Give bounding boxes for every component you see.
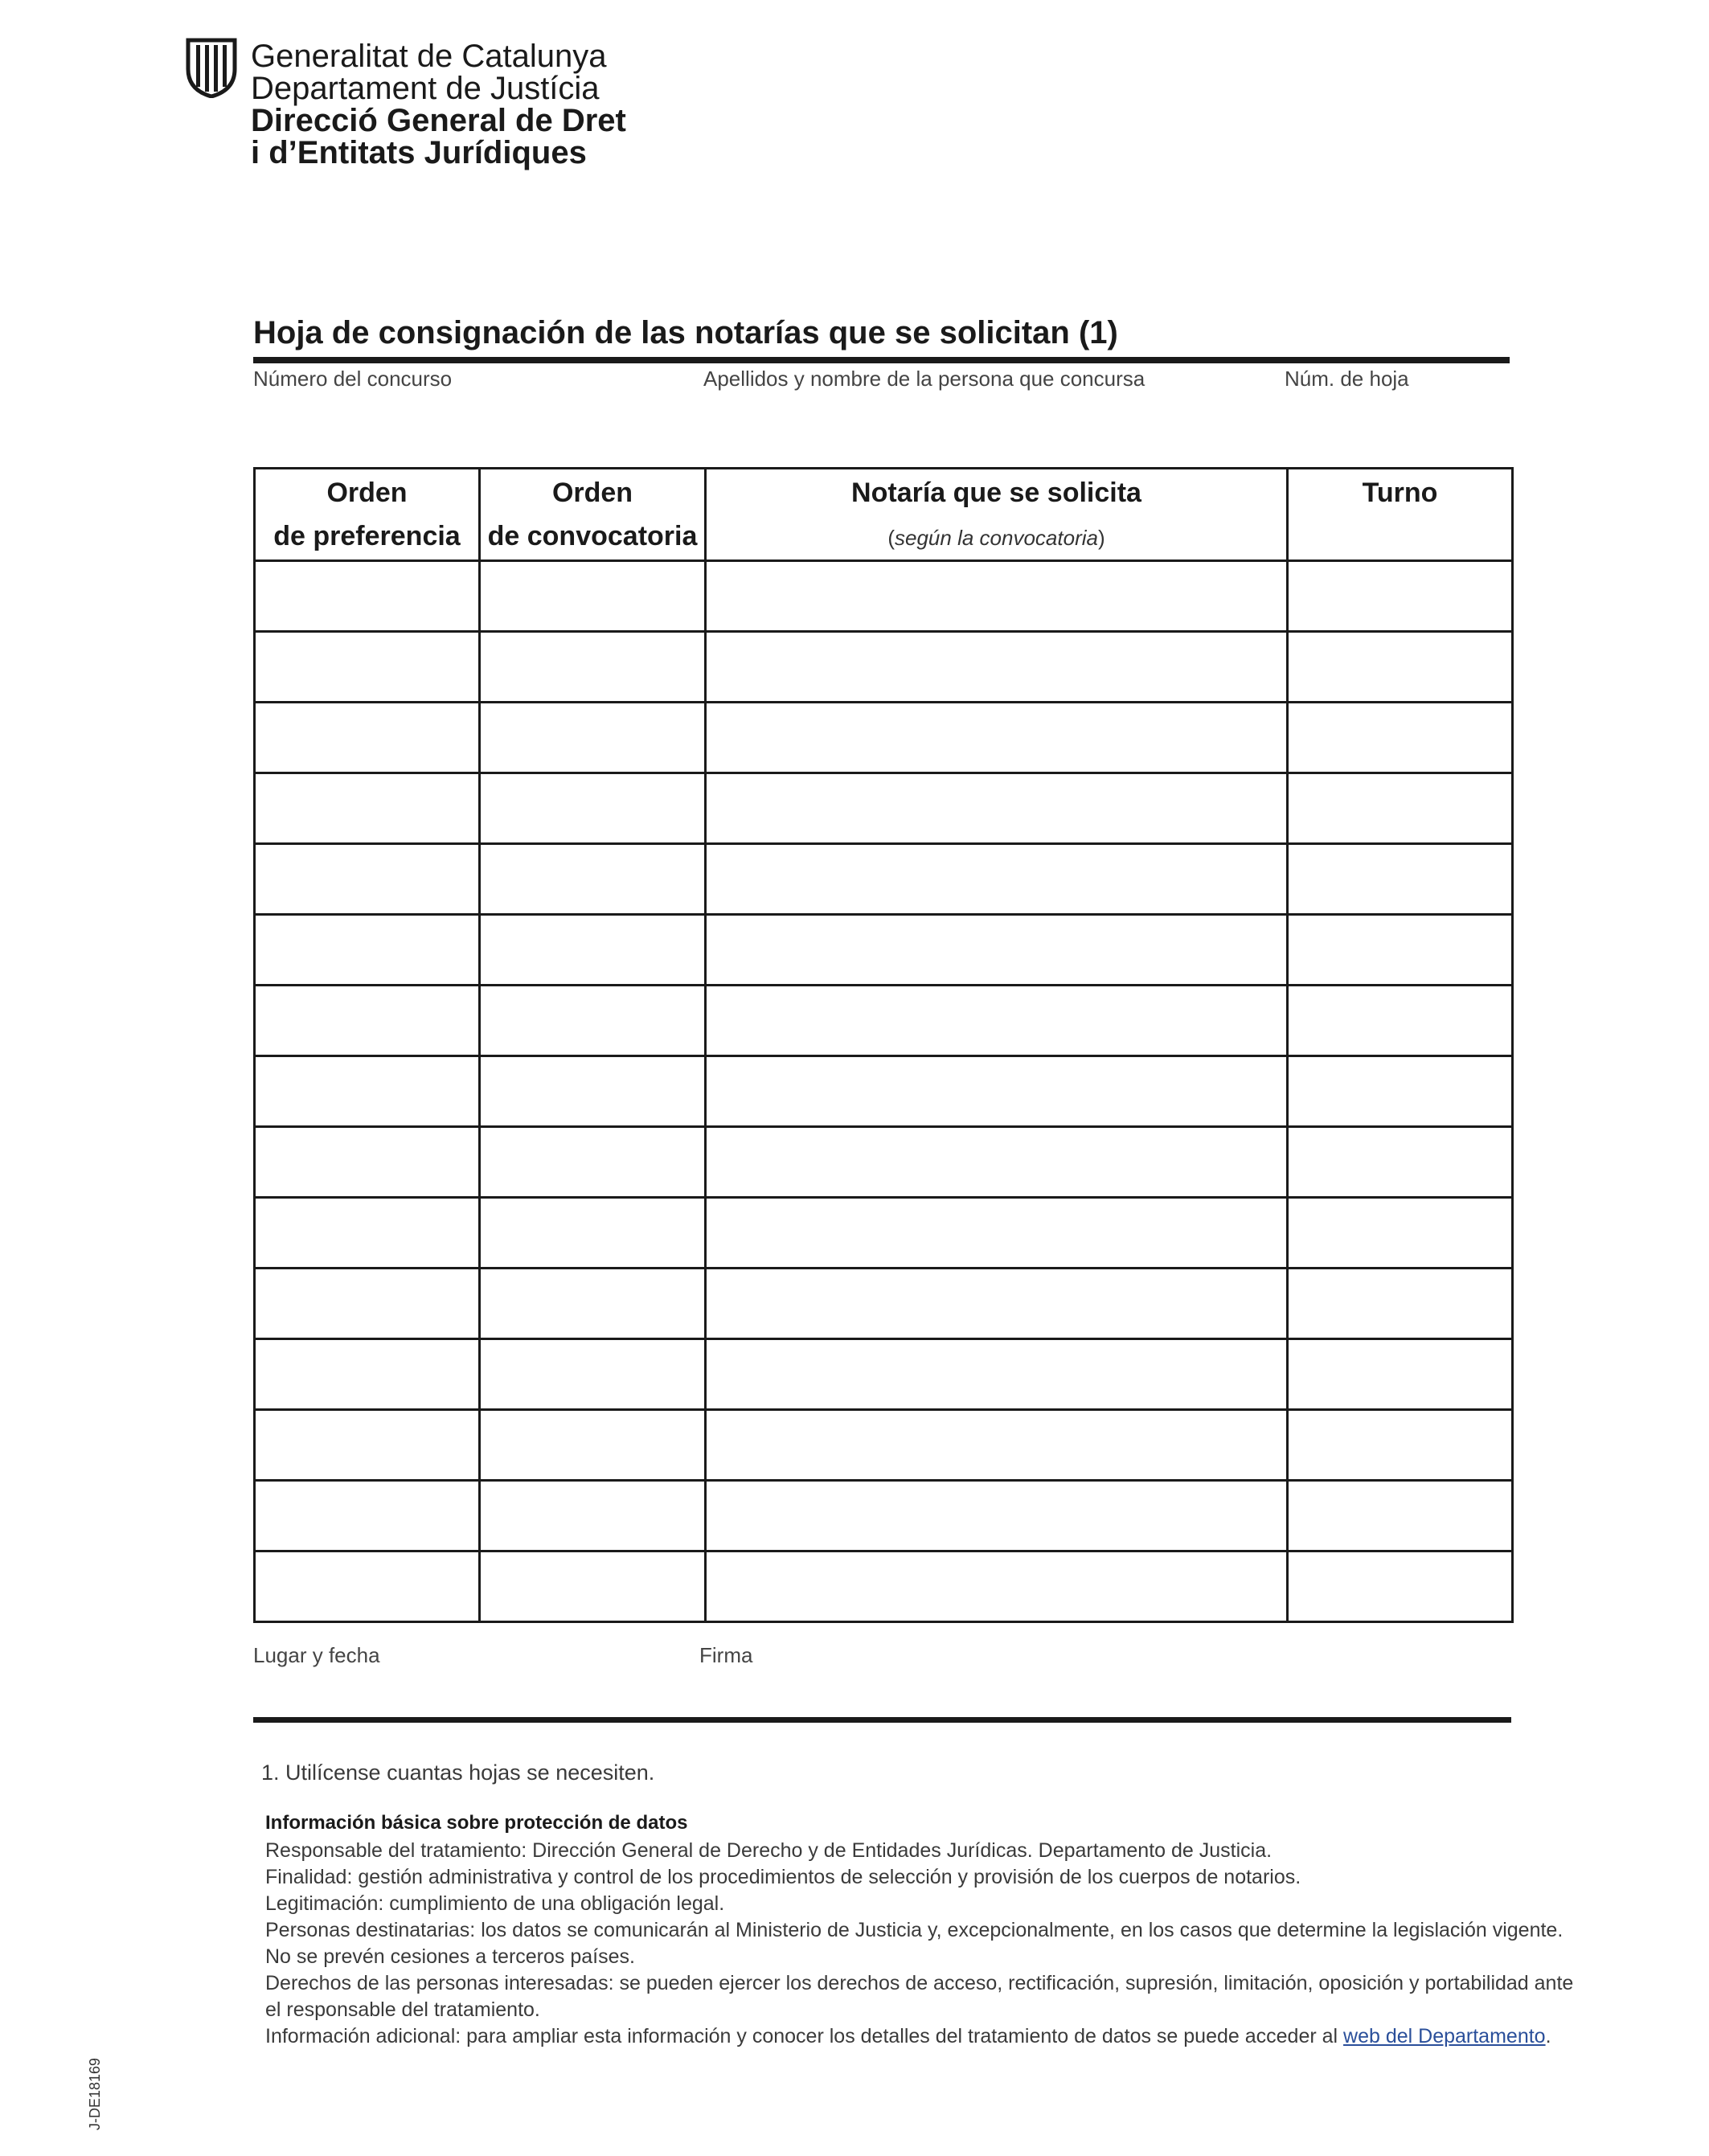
cell-orden-convocatoria[interactable] xyxy=(480,915,706,986)
cell-notaria[interactable] xyxy=(706,1198,1288,1269)
table-header-row xyxy=(255,469,1513,561)
table-row xyxy=(255,986,1513,1056)
cell-notaria[interactable] xyxy=(706,703,1288,773)
cell-turno[interactable] xyxy=(1288,986,1513,1056)
col-notaria xyxy=(706,469,1288,561)
form-code: J-DE18169 xyxy=(87,2057,103,2130)
cell-orden-preferencia[interactable] xyxy=(255,1339,480,1410)
label-numero-concurso: Número del concurso xyxy=(253,367,453,391)
cell-orden-preferencia[interactable] xyxy=(255,703,480,773)
col-orden-convocatoria-line2: de convocatoria xyxy=(487,521,698,551)
bottom-divider xyxy=(253,1717,1511,1723)
cell-orden-convocatoria[interactable] xyxy=(480,632,706,703)
cell-notaria[interactable] xyxy=(706,1339,1288,1410)
cell-notaria[interactable] xyxy=(706,986,1288,1056)
cell-turno[interactable] xyxy=(1288,1269,1513,1339)
label-firma: Firma xyxy=(699,1643,753,1667)
cell-turno[interactable] xyxy=(1288,1198,1513,1269)
cell-notaria[interactable] xyxy=(706,1269,1288,1339)
cell-turno[interactable] xyxy=(1288,1056,1513,1127)
table-row xyxy=(255,915,1513,986)
cell-orden-convocatoria[interactable] xyxy=(480,844,706,915)
col-orden-preferencia-line2: de preferencia xyxy=(273,521,461,551)
cell-turno[interactable] xyxy=(1288,1551,1513,1622)
cell-orden-preferencia[interactable] xyxy=(255,1198,480,1269)
table-row xyxy=(255,1056,1513,1127)
privacy-line-responsable-tratamiento: el responsable del tratamiento. xyxy=(265,1998,540,2021)
cell-orden-convocatoria[interactable] xyxy=(480,986,706,1056)
notarias-table xyxy=(253,467,1514,1623)
cell-turno[interactable] xyxy=(1288,1339,1513,1410)
cell-turno[interactable] xyxy=(1288,1127,1513,1198)
info-adicional-text: Información adicional: para ampliar esta información y conocer los detalles del tratamiento de datos se puede acceder al xyxy=(265,2025,1344,2047)
cell-orden-convocatoria[interactable] xyxy=(480,1269,706,1339)
cell-notaria[interactable] xyxy=(706,1056,1288,1127)
title-divider xyxy=(253,357,1510,363)
cell-notaria[interactable] xyxy=(706,1127,1288,1198)
col-turno xyxy=(1288,469,1513,561)
cell-orden-convocatoria[interactable] xyxy=(480,703,706,773)
cell-orden-preferencia[interactable] xyxy=(255,1410,480,1481)
table-row xyxy=(255,1339,1513,1410)
table-row xyxy=(255,561,1513,632)
cell-notaria[interactable] xyxy=(706,844,1288,915)
col-orden-preferencia xyxy=(255,469,480,561)
cell-orden-preferencia[interactable] xyxy=(255,844,480,915)
col-turno-label: Turno xyxy=(1362,478,1438,508)
cell-turno[interactable] xyxy=(1288,632,1513,703)
cell-orden-convocatoria[interactable] xyxy=(480,1481,706,1551)
col-orden-preferencia-line1: Orden xyxy=(326,478,408,508)
cell-orden-preferencia[interactable] xyxy=(255,1056,480,1127)
table-body xyxy=(255,561,1513,1622)
cell-orden-preferencia[interactable] xyxy=(255,986,480,1056)
table-row xyxy=(255,1481,1513,1551)
cell-turno[interactable] xyxy=(1288,703,1513,773)
label-apellidos-nombre: Apellidos y nombre de la persona que concursa xyxy=(703,367,1145,391)
cell-notaria[interactable] xyxy=(706,915,1288,986)
col-orden-convocatoria-line1: Orden xyxy=(551,478,633,508)
paren-open: ( xyxy=(887,526,895,550)
table-row xyxy=(255,632,1513,703)
table-row xyxy=(255,1127,1513,1198)
directorate-name-line2: i d’Entitats Jurídiques xyxy=(251,135,587,170)
table-row xyxy=(255,1198,1513,1269)
cell-orden-preferencia[interactable] xyxy=(255,1269,480,1339)
cell-orden-convocatoria[interactable] xyxy=(480,1127,706,1198)
privacy-line-responsable: Responsable del tratamiento: Dirección General de Derecho y de Entidades Jurídicas. Departamento de Justicia. xyxy=(265,1839,1273,1862)
page-title: Hoja de consignación de las notarías que se solicitan (1) xyxy=(253,315,1118,350)
cell-orden-preferencia[interactable] xyxy=(255,1127,480,1198)
privacy-line-info-adicional xyxy=(265,2025,1551,2048)
footnote: 1. Utilícense cuantas hojas se necesiten. xyxy=(261,1760,655,1785)
cell-turno[interactable] xyxy=(1288,561,1513,632)
table-row xyxy=(255,1269,1513,1339)
privacy-line-legitimacion: Legitimación: cumplimiento de una obligación legal. xyxy=(265,1892,725,1915)
cell-orden-convocatoria[interactable] xyxy=(480,1198,706,1269)
table-row xyxy=(255,703,1513,773)
cell-notaria[interactable] xyxy=(706,561,1288,632)
directorate-name-line1: Direcció General de Dret xyxy=(251,103,626,138)
cell-orden-convocatoria[interactable] xyxy=(480,1339,706,1410)
cell-turno[interactable] xyxy=(1288,773,1513,844)
org-name: Generalitat de Catalunya xyxy=(251,39,607,74)
label-num-hoja: Núm. de hoja xyxy=(1285,367,1409,391)
cell-orden-preferencia[interactable] xyxy=(255,632,480,703)
privacy-line-destinatarias: Personas destinatarias: los datos se comunicarán al Ministerio de Justicia y, excepcionalmente, en los casos que determine la legislación vigente. xyxy=(265,1919,1564,1941)
table-row xyxy=(255,1410,1513,1481)
cell-turno[interactable] xyxy=(1288,1410,1513,1481)
table-row xyxy=(255,1551,1513,1622)
privacy-line-derechos: Derechos de las personas interesadas: se pueden ejercer los derechos de acceso, rectificación, supresión, limitación, oposición y portabilidad ante xyxy=(265,1972,1574,1994)
col-notaria-line2 xyxy=(707,514,1286,559)
cell-orden-preferencia[interactable] xyxy=(255,915,480,986)
web-departamento-link[interactable]: web del Departamento xyxy=(1343,2025,1546,2047)
cell-turno[interactable] xyxy=(1288,1481,1513,1551)
cell-orden-convocatoria[interactable] xyxy=(480,1410,706,1481)
table-row xyxy=(255,844,1513,915)
cell-orden-convocatoria[interactable] xyxy=(480,1551,706,1622)
paren-close: ) xyxy=(1097,526,1105,550)
cell-orden-convocatoria[interactable] xyxy=(480,561,706,632)
cell-orden-convocatoria[interactable] xyxy=(480,773,706,844)
col-notaria-line1: Notaría que se solicita xyxy=(851,478,1141,508)
privacy-line-cesiones: No se prevén cesiones a terceros países. xyxy=(265,1945,635,1968)
cell-orden-preferencia[interactable] xyxy=(255,561,480,632)
cell-notaria[interactable] xyxy=(706,1410,1288,1481)
cell-orden-preferencia[interactable] xyxy=(255,1551,480,1622)
cell-turno[interactable] xyxy=(1288,844,1513,915)
privacy-heading: Información básica sobre protección de datos xyxy=(265,1812,688,1834)
cell-notaria[interactable] xyxy=(706,1551,1288,1622)
cell-notaria[interactable] xyxy=(706,773,1288,844)
cell-orden-convocatoria[interactable] xyxy=(480,1056,706,1127)
cell-turno[interactable] xyxy=(1288,915,1513,986)
department-name: Departament de Justícia xyxy=(251,71,600,106)
info-adicional-end: . xyxy=(1545,2025,1551,2047)
col-notaria-subtitle: según la convocatoria xyxy=(895,526,1098,550)
cell-notaria[interactable] xyxy=(706,632,1288,703)
table-row xyxy=(255,773,1513,844)
generalitat-logo-icon xyxy=(185,37,238,98)
privacy-line-finalidad: Finalidad: gestión administrativa y control de los procedimientos de selección y provisión de los cuerpos de notarios. xyxy=(265,1866,1301,1888)
cell-orden-preferencia[interactable] xyxy=(255,773,480,844)
col-orden-convocatoria xyxy=(480,469,706,561)
cell-orden-preferencia[interactable] xyxy=(255,1481,480,1551)
label-lugar-fecha: Lugar y fecha xyxy=(253,1643,380,1667)
cell-notaria[interactable] xyxy=(706,1481,1288,1551)
